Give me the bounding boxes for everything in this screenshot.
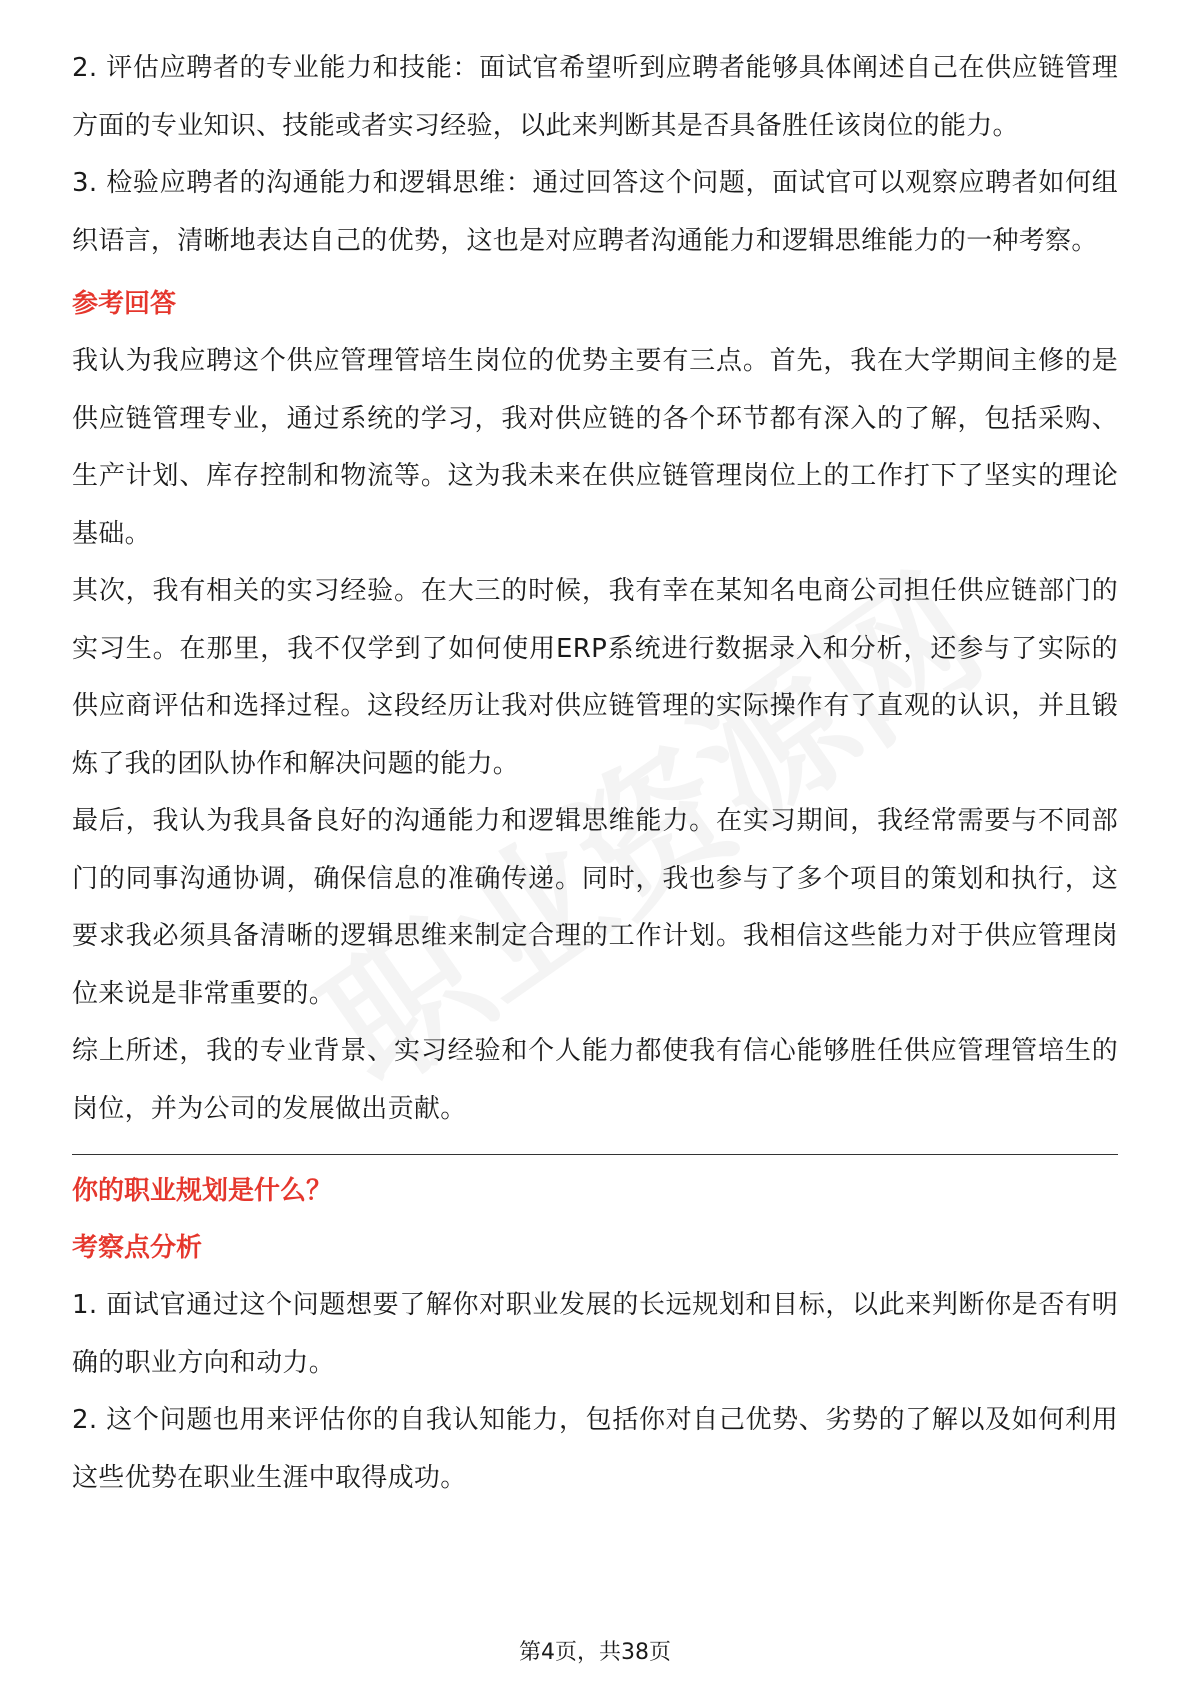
answer-paragraph: 综上所述，我的专业背景、实习经验和个人能力都使我有信心能够胜任供应管理管培生的岗位，并为公司的发展做出贡献。 <box>72 1036 1118 1124</box>
analysis-point: 1. 面试官通过这个问题想要了解你对职业发展的长远规划和目标，以此来判断你是否有明确的职业方向和动力。 <box>72 1290 1118 1378</box>
answer-paragraph: 我认为我应聘这个供应管理管培生岗位的优势主要有三点。首先，我在大学期间主修的是供应链管理专业，通过系统的学习，我对供应链的各个环节都有深入的了解，包括采购、生产计划、库存控制和物流等。这为我未来在供应链管理岗位上的工作打下了坚实的理论基础。 <box>72 346 1118 549</box>
page-number: 第4页，共38页 <box>519 1640 671 1665</box>
reference-answer-heading: 参考回答 <box>72 289 177 319</box>
answer-paragraph: 最后，我认为我具备良好的沟通能力和逻辑思维能力。在实习期间，我经常需要与不同部门的同事沟通协调，确保信息的准确传递。同时，我也参与了多个项目的策划和执行，这要求我必须具备清晰的逻辑思维来制定合理的工作计划。我相信这些能力对于供应管理岗位来说是非常重要的。 <box>72 806 1118 1009</box>
analysis-point-2: 2. 评估应聘者的专业能力和技能：面试官希望听到应聘者能够具体阐述自己在供应链管理方面的专业知识、技能或者实习经验，以此来判断其是否具备胜任该岗位的能力。 <box>72 53 1118 141</box>
section-divider <box>72 1154 1118 1155</box>
analysis-point: 2. 这个问题也用来评估你的自我认知能力，包括你对自己优势、劣势的了解以及如何利用这些优势在职业生涯中取得成功。 <box>72 1405 1118 1493</box>
document-page <box>72 40 1118 1507</box>
analysis-point-3: 3. 检验应聘者的沟通能力和逻辑思维：通过回答这个问题，面试官可以观察应聘者如何组织语言，清晰地表达自己的优势，这也是对应聘者沟通能力和逻辑思维能力的一种考察。 <box>72 168 1118 256</box>
answer-paragraph: 其次，我有相关的实习经验。在大三的时候，我有幸在某知名电商公司担任供应链部门的实习生。在那里，我不仅学到了如何使用ERP系统进行数据录入和分析，还参与了实际的供应商评估和选择过程。这段经历让我对供应链管理的实际操作有了直观的认识，并且锻炼了我的团队协作和解决问题的能力。 <box>72 576 1118 779</box>
analysis-heading: 考察点分析 <box>72 1233 203 1263</box>
question-title: 你的职业规划是什么？ <box>72 1176 333 1206</box>
